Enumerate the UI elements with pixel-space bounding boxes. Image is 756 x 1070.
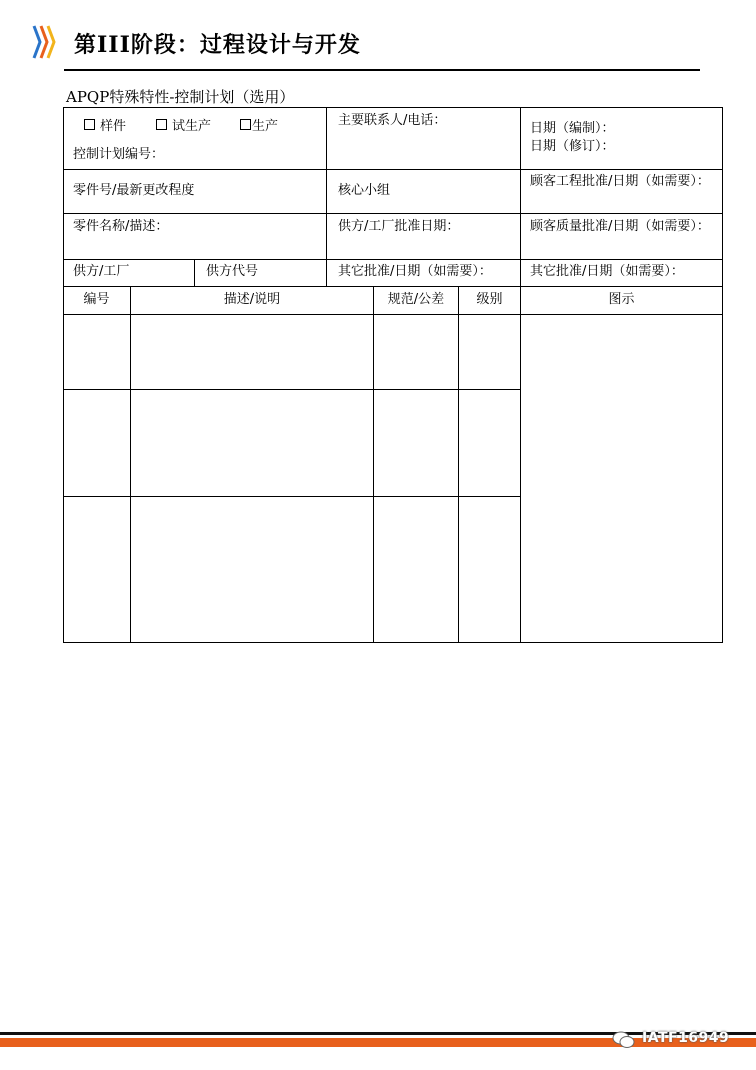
other-approval-label: 其它批准/日期（如需要）：: [530, 264, 684, 279]
customer-quality-label: 顾客质量批准/日期（如需要）：: [530, 219, 710, 234]
checkbox-icon[interactable]: [156, 119, 167, 130]
form-title: APQP特殊特性-控制计划（选用）: [66, 88, 295, 106]
column-header-class: 级别: [476, 292, 503, 307]
date-revised-label: 日期（修订）：: [530, 139, 615, 154]
table-line: [63, 169, 723, 170]
supplier-plant-label: 供方/工厂: [73, 264, 130, 279]
checkbox-icon[interactable]: [84, 119, 95, 130]
watermark: IATF16949: [642, 1030, 730, 1046]
table-line: [458, 286, 459, 643]
table-line: [130, 286, 131, 643]
contact-label: 主要联系人/电话：: [338, 113, 447, 128]
table-line: [63, 259, 723, 260]
table-line: [194, 259, 195, 287]
option-sample[interactable]: 样件: [84, 118, 126, 136]
page-title: 第III阶段：过程设计与开发: [74, 32, 361, 58]
plan-number-label: 控制计划编号：: [73, 147, 165, 162]
chevron-stripes-icon: [32, 22, 58, 62]
supplier-code-label: 供方代号: [206, 264, 259, 279]
supplier-approval-label: 供方/工厂批准日期：: [338, 219, 460, 234]
column-header-specification: 规范/公差: [387, 292, 445, 307]
other-approval-label: 其它批准/日期（如需要）：: [338, 264, 492, 279]
table-line: [63, 286, 723, 287]
table-line: [63, 496, 520, 497]
part-name-label: 零件名称/描述：: [73, 219, 169, 234]
column-header-number: 编号: [83, 292, 110, 307]
table-line: [326, 107, 327, 287]
option-production[interactable]: 生产: [240, 118, 278, 136]
column-header-description: 描述/说明: [223, 292, 281, 307]
table-line: [63, 213, 723, 214]
date-compiled-label: 日期（编制）：: [530, 121, 615, 136]
core-team-label: 核心小组: [338, 183, 391, 198]
customer-engineering-label: 顾客工程批准/日期（如需要）：: [530, 174, 710, 189]
table-line: [63, 642, 723, 643]
option-trial-production[interactable]: 试生产: [156, 118, 211, 136]
checkbox-icon[interactable]: [240, 119, 251, 130]
table-line: [520, 107, 521, 643]
table-line: [63, 389, 520, 390]
table-line: [63, 314, 723, 315]
table-line: [63, 107, 64, 643]
chat-bubbles-icon: [612, 1030, 636, 1050]
header-divider: [64, 69, 700, 71]
table-line: [373, 286, 374, 643]
part-number-label: 零件号/最新更改程度: [73, 183, 195, 198]
column-header-illustration: 图示: [608, 292, 635, 307]
table-line: [63, 107, 723, 108]
table-line: [722, 107, 723, 643]
